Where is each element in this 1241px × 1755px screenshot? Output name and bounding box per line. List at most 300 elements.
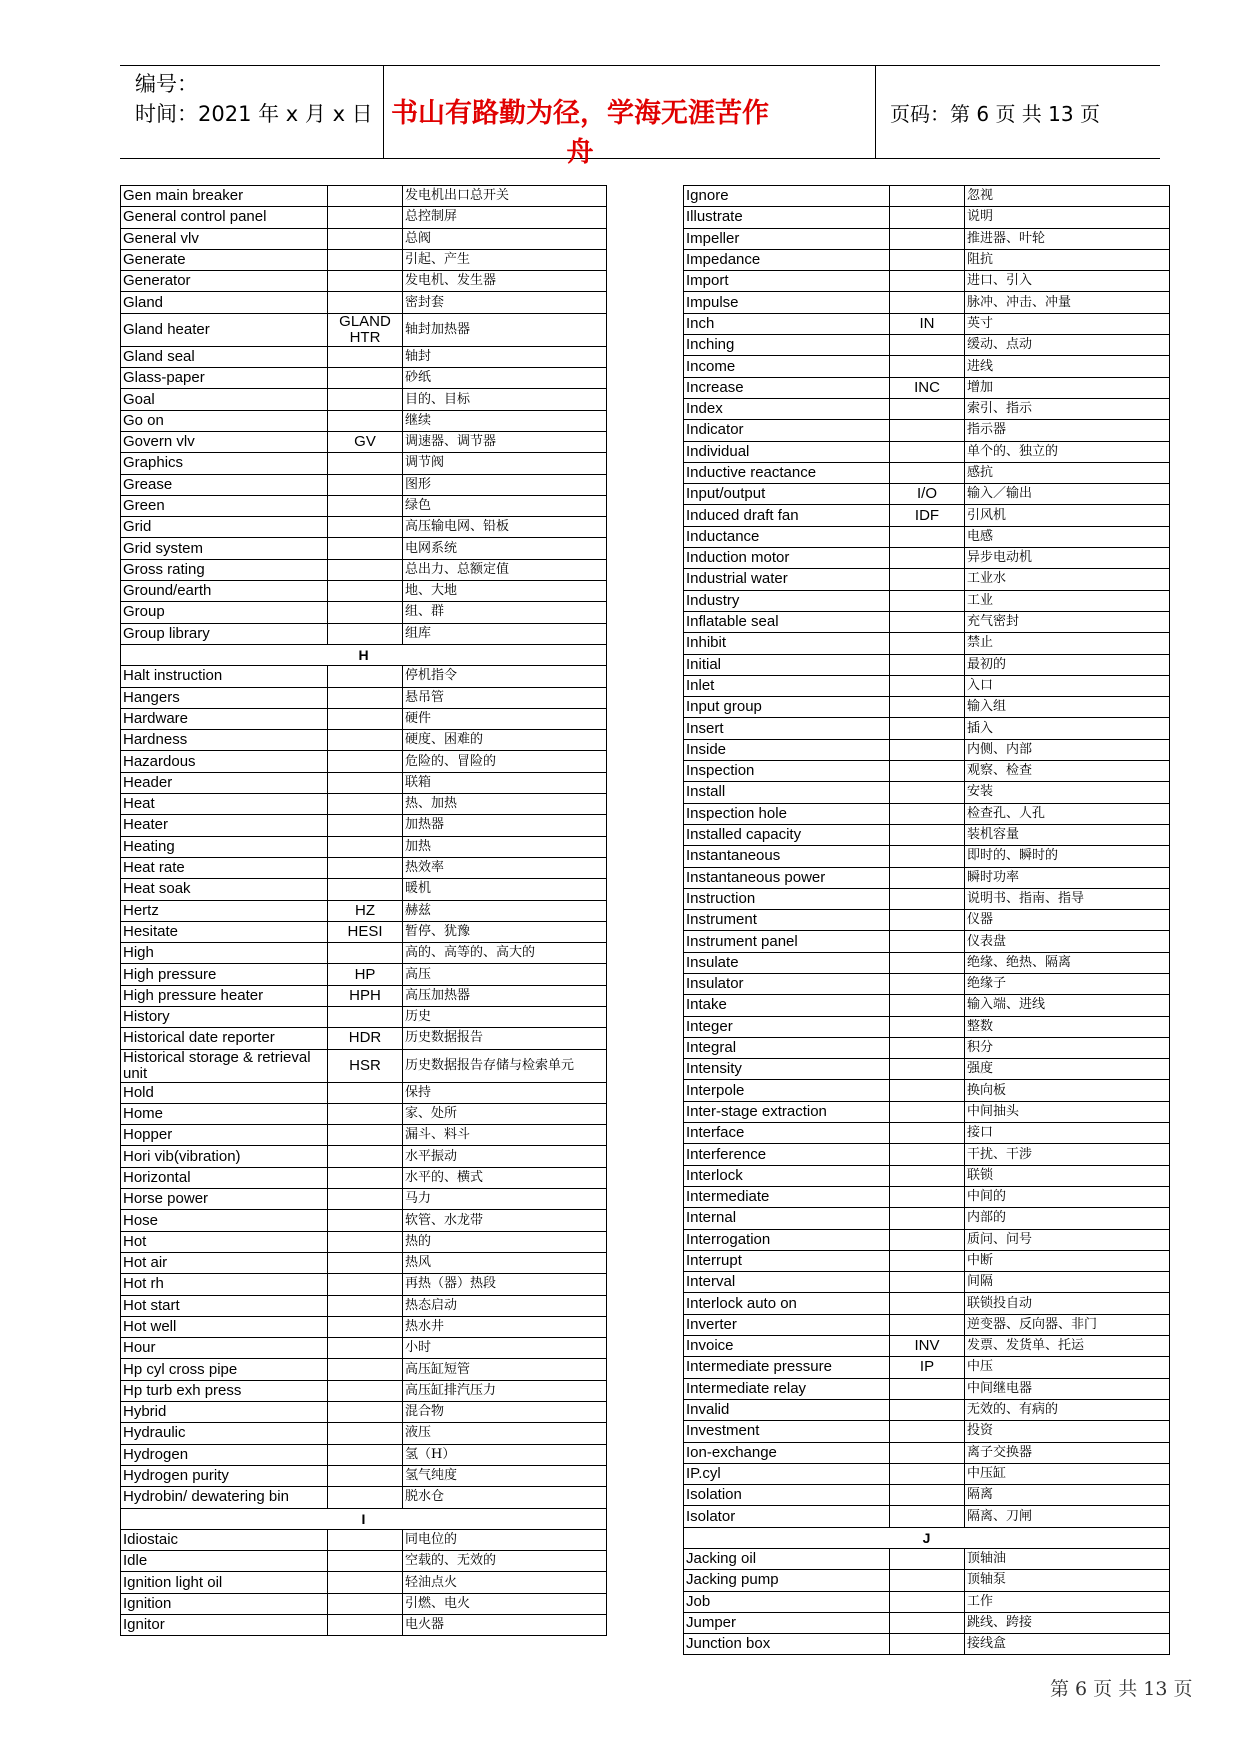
abbreviation-cell xyxy=(890,718,965,739)
abbreviation-cell xyxy=(890,1421,965,1442)
glossary-row xyxy=(684,1549,1170,1570)
glossary-row xyxy=(121,1295,607,1316)
abbreviation-cell xyxy=(328,943,403,964)
glossary-row xyxy=(684,484,1170,505)
abbreviation-cell xyxy=(890,1634,965,1655)
abbreviation-cell xyxy=(890,739,965,760)
term-cell: Heat xyxy=(121,794,328,815)
term-cell: Grid system xyxy=(121,538,328,559)
abbreviation-cell xyxy=(328,368,403,389)
term-cell: Glass-paper xyxy=(121,368,328,389)
section-header-row xyxy=(684,1527,1170,1548)
glossary-row xyxy=(121,602,607,623)
abbreviation-cell xyxy=(890,335,965,356)
abbreviation-cell xyxy=(328,1529,403,1550)
translation-cell: 引风机 xyxy=(965,505,1170,526)
term-cell: Hardness xyxy=(121,730,328,751)
translation-cell: 高压加热器 xyxy=(403,985,607,1006)
glossary-row xyxy=(684,228,1170,249)
abbreviation-cell xyxy=(328,879,403,900)
term-cell: Grease xyxy=(121,474,328,495)
translation-cell: 工作 xyxy=(965,1591,1170,1612)
term-cell: Induced draft fan xyxy=(684,505,890,526)
abbreviation-cell xyxy=(328,1359,403,1380)
translation-cell: 离子交换器 xyxy=(965,1442,1170,1463)
translation-cell: 英寸 xyxy=(965,313,1170,334)
translation-cell: 中压缸 xyxy=(965,1463,1170,1484)
term-cell: Internal xyxy=(684,1208,890,1229)
glossary-row xyxy=(121,313,607,346)
term-cell: Hazardous xyxy=(121,751,328,772)
glossary-row xyxy=(684,973,1170,994)
translation-cell: 加热器 xyxy=(403,815,607,836)
glossary-row xyxy=(121,730,607,751)
glossary-row xyxy=(121,559,607,580)
translation-cell: 硬度、困难的 xyxy=(403,730,607,751)
abbreviation-cell xyxy=(328,666,403,687)
abbreviation-cell xyxy=(328,453,403,474)
abbreviation-cell xyxy=(890,867,965,888)
glossary-row xyxy=(684,1186,1170,1207)
abbreviation-cell xyxy=(328,708,403,729)
term-cell: Index xyxy=(684,398,890,419)
abbreviation-cell xyxy=(328,1402,403,1423)
term-cell: Illustrate xyxy=(684,207,890,228)
term-cell: Jumper xyxy=(684,1612,890,1633)
term-cell: Input/output xyxy=(684,484,890,505)
term-cell: Interface xyxy=(684,1123,890,1144)
translation-cell: 目的、目标 xyxy=(403,389,607,410)
glossary-row xyxy=(121,1380,607,1401)
glossary-row xyxy=(121,857,607,878)
abbreviation-cell: IDF xyxy=(890,505,965,526)
term-cell: Historical date reporter xyxy=(121,1028,328,1049)
abbreviation-cell xyxy=(328,228,403,249)
glossary-row xyxy=(121,1210,607,1231)
translation-cell: 中间抽头 xyxy=(965,1101,1170,1122)
term-cell: Inspection xyxy=(684,761,890,782)
translation-cell: 硬件 xyxy=(403,708,607,729)
abbreviation-cell: HSR xyxy=(328,1049,403,1082)
abbreviation-cell xyxy=(328,581,403,602)
header-meta xyxy=(135,69,373,129)
term-cell: Heating xyxy=(121,836,328,857)
abbreviation-cell: HDR xyxy=(328,1028,403,1049)
term-cell: Inch xyxy=(684,313,890,334)
translation-cell: 地、大地 xyxy=(403,581,607,602)
glossary-row xyxy=(684,1250,1170,1271)
glossary-row xyxy=(684,313,1170,334)
translation-cell: 同电位的 xyxy=(403,1529,607,1550)
term-cell: Intermediate xyxy=(684,1186,890,1207)
term-cell: Go on xyxy=(121,410,328,431)
glossary-row xyxy=(121,879,607,900)
term-cell: Income xyxy=(684,356,890,377)
term-cell: Gland heater xyxy=(121,313,328,346)
translation-cell: 忽视 xyxy=(965,186,1170,207)
translation-cell: 热的 xyxy=(403,1231,607,1252)
term-cell: Halt instruction xyxy=(121,666,328,687)
glossary-row xyxy=(684,1378,1170,1399)
term-cell: History xyxy=(121,1006,328,1027)
glossary-row xyxy=(121,186,607,207)
term-cell: Heat soak xyxy=(121,879,328,900)
translation-cell: 入口 xyxy=(965,675,1170,696)
abbreviation-cell xyxy=(890,761,965,782)
translation-cell: 质问、问号 xyxy=(965,1229,1170,1250)
translation-cell: 液压 xyxy=(403,1423,607,1444)
term-cell: Inductive reactance xyxy=(684,462,890,483)
abbreviation-cell xyxy=(890,228,965,249)
header-divider xyxy=(383,65,384,159)
glossary-row xyxy=(121,389,607,410)
translation-cell: 缓动、点动 xyxy=(965,335,1170,356)
abbreviation-cell xyxy=(328,346,403,367)
abbreviation-cell xyxy=(890,548,965,569)
section-letter: J xyxy=(684,1527,1170,1548)
abbreviation-cell xyxy=(890,186,965,207)
abbreviation-cell xyxy=(890,590,965,611)
term-cell: Gland seal xyxy=(121,346,328,367)
translation-cell: 水平振动 xyxy=(403,1146,607,1167)
translation-cell: 中间的 xyxy=(965,1186,1170,1207)
abbreviation-cell xyxy=(890,782,965,803)
glossary-row xyxy=(684,1336,1170,1357)
glossary-row xyxy=(684,697,1170,718)
glossary-row xyxy=(121,900,607,921)
abbreviation-cell xyxy=(890,1250,965,1271)
abbreviation-cell xyxy=(890,1399,965,1420)
glossary-row xyxy=(684,271,1170,292)
glossary-row xyxy=(121,1572,607,1593)
term-cell: Hertz xyxy=(121,900,328,921)
term-cell: Historical storage & retrieval unit xyxy=(121,1049,328,1082)
abbreviation-cell: IP xyxy=(890,1357,965,1378)
term-cell: Ignition xyxy=(121,1593,328,1614)
header-page-number: 页码：第 6 页 共 13 页 xyxy=(890,102,1100,126)
translation-cell: 总出力、总额定值 xyxy=(403,559,607,580)
abbreviation-cell xyxy=(328,1006,403,1027)
abbreviation-cell xyxy=(328,730,403,751)
term-cell: Insulator xyxy=(684,973,890,994)
translation-cell: 联箱 xyxy=(403,772,607,793)
translation-cell: 干扰、干涉 xyxy=(965,1144,1170,1165)
term-cell: Jacking oil xyxy=(684,1549,890,1570)
glossary-row xyxy=(121,666,607,687)
abbreviation-cell xyxy=(890,1229,965,1250)
term-cell: Intermediate relay xyxy=(684,1378,890,1399)
abbreviation-cell xyxy=(328,857,403,878)
glossary-row xyxy=(121,1103,607,1124)
term-cell: Ignitor xyxy=(121,1615,328,1636)
translation-cell: 无效的、有病的 xyxy=(965,1399,1170,1420)
abbreviation-cell xyxy=(328,1082,403,1103)
term-cell: Instantaneous power xyxy=(684,867,890,888)
glossary-row xyxy=(684,590,1170,611)
term-cell: Heat rate xyxy=(121,857,328,878)
abbreviation-cell xyxy=(890,1144,965,1165)
abbreviation-cell xyxy=(890,271,965,292)
translation-cell: 中断 xyxy=(965,1250,1170,1271)
term-cell: Ignition light oil xyxy=(121,1572,328,1593)
term-cell: Hot xyxy=(121,1231,328,1252)
translation-cell: 中压 xyxy=(965,1357,1170,1378)
glossary-row xyxy=(684,1463,1170,1484)
translation-cell: 发票、发货单、托运 xyxy=(965,1336,1170,1357)
glossary-row xyxy=(684,1591,1170,1612)
glossary-body-left xyxy=(121,186,607,1636)
term-cell: Instrument panel xyxy=(684,931,890,952)
abbreviation-cell xyxy=(328,1210,403,1231)
glossary-row xyxy=(121,1444,607,1465)
term-cell: Hesitate xyxy=(121,921,328,942)
glossary-row xyxy=(121,1167,607,1188)
abbreviation-cell xyxy=(328,1593,403,1614)
term-cell: Integer xyxy=(684,1016,890,1037)
abbreviation-cell xyxy=(328,1615,403,1636)
translation-cell: 组、群 xyxy=(403,602,607,623)
glossary-row xyxy=(121,708,607,729)
glossary-table-right xyxy=(683,185,1170,1655)
term-cell: Generator xyxy=(121,271,328,292)
translation-cell: 高压输电网、铅板 xyxy=(403,517,607,538)
glossary-row xyxy=(684,633,1170,654)
translation-cell: 热态启动 xyxy=(403,1295,607,1316)
abbreviation-cell xyxy=(328,751,403,772)
glossary-row xyxy=(684,1421,1170,1442)
translation-cell: 工业 xyxy=(965,590,1170,611)
abbreviation-cell: IN xyxy=(890,313,965,334)
term-cell: Impedance xyxy=(684,249,890,270)
translation-cell: 顶轴油 xyxy=(965,1549,1170,1570)
term-cell: Induction motor xyxy=(684,548,890,569)
abbreviation-cell xyxy=(328,1189,403,1210)
term-cell: Inverter xyxy=(684,1314,890,1335)
translation-cell: 漏斗、料斗 xyxy=(403,1125,607,1146)
term-cell: Integral xyxy=(684,1037,890,1058)
term-cell: Header xyxy=(121,772,328,793)
translation-cell: 继续 xyxy=(403,410,607,431)
glossary-row xyxy=(684,1314,1170,1335)
page-header xyxy=(120,65,1160,168)
glossary-row xyxy=(684,1612,1170,1633)
abbreviation-cell xyxy=(890,1570,965,1591)
translation-cell: 充气密封 xyxy=(965,611,1170,632)
glossary-row xyxy=(684,377,1170,398)
translation-cell: 总控制屏 xyxy=(403,207,607,228)
glossary-row xyxy=(121,538,607,559)
abbreviation-cell xyxy=(328,1231,403,1252)
glossary-table-left xyxy=(120,185,607,1636)
term-cell: Generate xyxy=(121,249,328,270)
glossary-row xyxy=(684,1165,1170,1186)
translation-cell: 积分 xyxy=(965,1037,1170,1058)
translation-cell: 空载的、无效的 xyxy=(403,1551,607,1572)
glossary-row xyxy=(121,1593,607,1614)
abbreviation-cell xyxy=(890,1549,965,1570)
translation-cell: 密封套 xyxy=(403,292,607,313)
translation-cell: 联锁 xyxy=(965,1165,1170,1186)
translation-cell: 阻抗 xyxy=(965,249,1170,270)
translation-cell: 装机容量 xyxy=(965,824,1170,845)
abbreviation-cell xyxy=(328,1380,403,1401)
abbreviation-cell xyxy=(328,474,403,495)
glossary-row xyxy=(684,441,1170,462)
translation-cell: 调节阀 xyxy=(403,453,607,474)
term-cell: Hot air xyxy=(121,1252,328,1273)
glossary-row xyxy=(684,335,1170,356)
abbreviation-cell xyxy=(890,1080,965,1101)
term-cell: Intake xyxy=(684,995,890,1016)
term-cell: Interrupt xyxy=(684,1250,890,1271)
glossary-row xyxy=(684,569,1170,590)
term-cell: Home xyxy=(121,1103,328,1124)
term-cell: Intensity xyxy=(684,1059,890,1080)
glossary-row xyxy=(121,1082,607,1103)
translation-cell: 感抗 xyxy=(965,462,1170,483)
abbreviation-cell xyxy=(890,910,965,931)
term-cell: Idle xyxy=(121,1551,328,1572)
glossary-row xyxy=(121,346,607,367)
glossary-row xyxy=(121,1487,607,1508)
glossary-row xyxy=(684,931,1170,952)
term-cell: Input group xyxy=(684,697,890,718)
term-cell: Insulate xyxy=(684,952,890,973)
glossary-row xyxy=(684,249,1170,270)
translation-cell: 即时的、瞬时的 xyxy=(965,846,1170,867)
abbreviation-cell xyxy=(890,633,965,654)
abbreviation-cell xyxy=(890,675,965,696)
glossary-row xyxy=(684,1080,1170,1101)
glossary-row xyxy=(121,1338,607,1359)
translation-cell: 轴封 xyxy=(403,346,607,367)
translation-cell: 电火器 xyxy=(403,1615,607,1636)
term-cell: Impulse xyxy=(684,292,890,313)
abbreviation-cell xyxy=(890,207,965,228)
translation-cell: 顶轴泵 xyxy=(965,1570,1170,1591)
term-cell: Hp cyl cross pipe xyxy=(121,1359,328,1380)
section-header-row xyxy=(121,1508,607,1529)
abbreviation-cell xyxy=(890,569,965,590)
translation-cell: 小时 xyxy=(403,1338,607,1359)
glossary-row xyxy=(684,526,1170,547)
abbreviation-cell xyxy=(890,697,965,718)
translation-cell: 马力 xyxy=(403,1189,607,1210)
abbreviation-cell xyxy=(890,249,965,270)
abbreviation-cell xyxy=(328,389,403,410)
abbreviation-cell xyxy=(890,1506,965,1527)
abbreviation-cell xyxy=(890,1612,965,1633)
translation-cell: 投资 xyxy=(965,1421,1170,1442)
term-cell: Inter-stage extraction xyxy=(684,1101,890,1122)
glossary-row xyxy=(121,1359,607,1380)
header-motto: 书山有路勤为径，学海无涯苦作舟 xyxy=(391,98,769,168)
term-cell: Horse power xyxy=(121,1189,328,1210)
abbreviation-cell xyxy=(328,687,403,708)
glossary-body-right xyxy=(684,186,1170,1655)
translation-cell: 索引、指示 xyxy=(965,398,1170,419)
translation-cell: 脉冲、冲击、冲量 xyxy=(965,292,1170,313)
glossary-row xyxy=(121,228,607,249)
translation-cell: 观察、检查 xyxy=(965,761,1170,782)
term-cell: Instantaneous xyxy=(684,846,890,867)
glossary-row xyxy=(121,1006,607,1027)
term-cell: Install xyxy=(684,782,890,803)
glossary-row xyxy=(121,1274,607,1295)
term-cell: Hose xyxy=(121,1210,328,1231)
translation-cell: 中间继电器 xyxy=(965,1378,1170,1399)
translation-cell: 氢（H） xyxy=(403,1444,607,1465)
glossary-row xyxy=(121,1252,607,1273)
term-cell: Inching xyxy=(684,335,890,356)
term-cell: Interlock auto on xyxy=(684,1293,890,1314)
header-top-rule xyxy=(120,65,1160,66)
glossary-row xyxy=(121,581,607,602)
abbreviation-cell xyxy=(328,410,403,431)
translation-cell: 停机指令 xyxy=(403,666,607,687)
glossary-row xyxy=(684,718,1170,739)
abbreviation-cell xyxy=(328,495,403,516)
translation-cell: 检查孔、人孔 xyxy=(965,803,1170,824)
glossary-row xyxy=(684,462,1170,483)
term-cell: Inlet xyxy=(684,675,890,696)
translation-cell: 隔离、刀闸 xyxy=(965,1506,1170,1527)
translation-cell: 仪器 xyxy=(965,910,1170,931)
translation-cell: 热水井 xyxy=(403,1316,607,1337)
translation-cell: 内部的 xyxy=(965,1208,1170,1229)
glossary-row xyxy=(684,505,1170,526)
translation-cell: 再热（器）热段 xyxy=(403,1274,607,1295)
abbreviation-cell xyxy=(890,931,965,952)
abbreviation-cell xyxy=(890,292,965,313)
glossary-row xyxy=(684,803,1170,824)
glossary-row xyxy=(121,292,607,313)
term-cell: Investment xyxy=(684,1421,890,1442)
abbreviation-cell xyxy=(890,888,965,909)
term-cell: Hardware xyxy=(121,708,328,729)
term-cell: Industrial water xyxy=(684,569,890,590)
glossary-row xyxy=(684,995,1170,1016)
glossary-row xyxy=(684,292,1170,313)
translation-cell: 瞬时功率 xyxy=(965,867,1170,888)
glossary-row xyxy=(121,271,607,292)
section-letter: I xyxy=(121,1508,607,1529)
abbreviation-cell xyxy=(328,1572,403,1593)
glossary-row xyxy=(121,207,607,228)
translation-cell: 接线盒 xyxy=(965,1634,1170,1655)
term-cell: Instrument xyxy=(684,910,890,931)
glossary-row xyxy=(121,1529,607,1550)
translation-cell: 调速器、调节器 xyxy=(403,431,607,452)
translation-cell: 水平的、横式 xyxy=(403,1167,607,1188)
glossary-row xyxy=(121,1316,607,1337)
abbreviation-cell xyxy=(328,1252,403,1273)
term-cell: Interval xyxy=(684,1272,890,1293)
translation-cell: 软管、水龙带 xyxy=(403,1210,607,1231)
term-cell: High xyxy=(121,943,328,964)
glossary-row xyxy=(684,1570,1170,1591)
term-cell: Inductance xyxy=(684,526,890,547)
glossary-row xyxy=(684,888,1170,909)
glossary-row xyxy=(684,824,1170,845)
translation-cell: 家、处所 xyxy=(403,1103,607,1124)
abbreviation-cell xyxy=(328,1167,403,1188)
glossary-row xyxy=(121,1231,607,1252)
term-cell: Ground/earth xyxy=(121,581,328,602)
term-cell: Idiostaic xyxy=(121,1529,328,1550)
abbreviation-cell xyxy=(890,398,965,419)
abbreviation-cell xyxy=(328,1423,403,1444)
